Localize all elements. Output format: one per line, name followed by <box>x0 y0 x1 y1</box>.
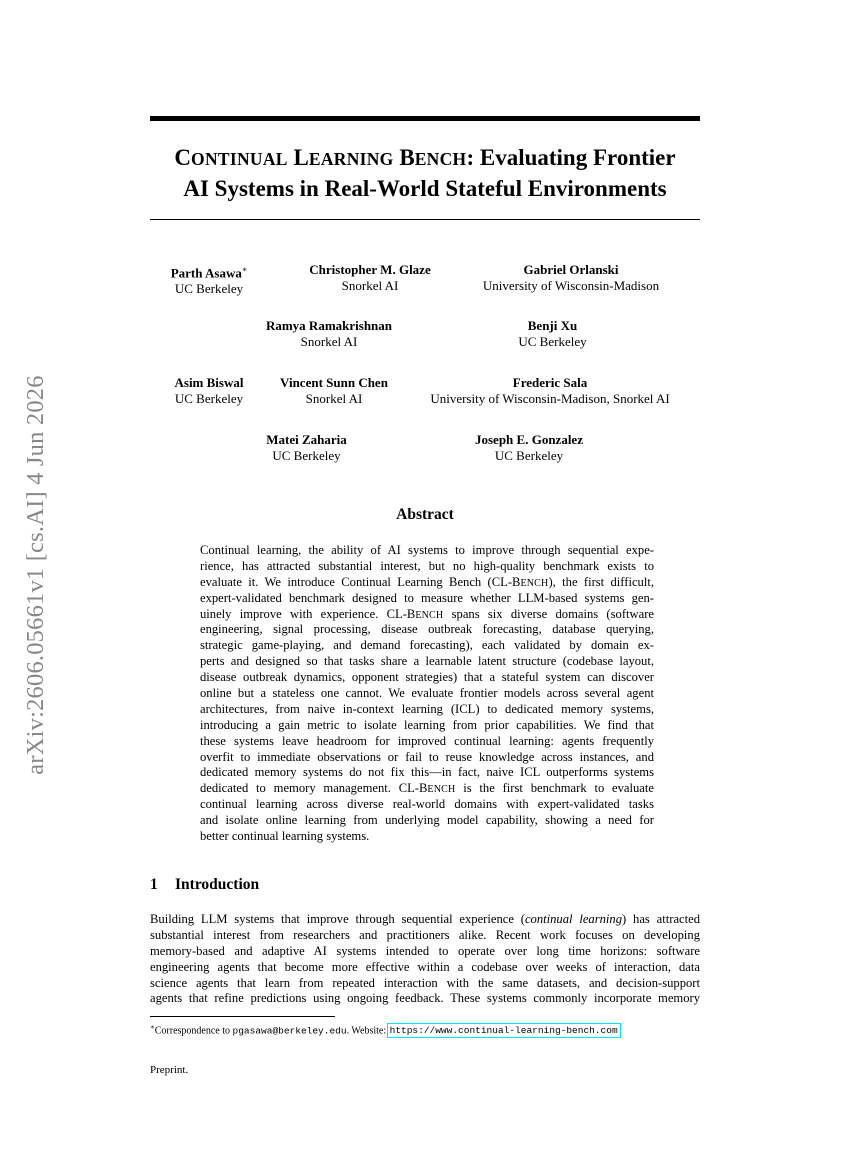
author-block <box>418 375 682 407</box>
abstract-line: uinely improve with experience. CL-BENCH spans six diverse domains (software <box>200 606 654 621</box>
preprint-label: Preprint. <box>150 1064 189 1076</box>
title-line-1 <box>150 143 700 174</box>
abstract-line: disease outbreak dynamics, opponent strategies) that a stateful system can discover <box>200 670 654 685</box>
author-name: Vincent Sunn Chen <box>280 375 388 390</box>
author-name: Benji Xu <box>527 318 578 333</box>
title-word-3-rest: ENCH <box>414 149 467 169</box>
footnote <box>150 1020 700 1038</box>
abstract-line: dedicated to memory management. CL-BENCH is the first benchmark to evaluate <box>200 781 654 796</box>
author-name: Frederic Sala <box>512 375 588 390</box>
abstract-line: perts and designed so that tasks share a learnable latent structure (codebase layout, <box>200 654 654 669</box>
website-link[interactable]: https://www.continual-learning-bench.com <box>389 1025 618 1037</box>
footnote-middle: . Website: <box>346 1025 389 1037</box>
introduction-line: substantial interest from researchers and practitioners alike. Recent work focuses on developing <box>150 927 700 942</box>
author-block <box>255 318 403 350</box>
author-name: Asim Biswal <box>174 375 244 390</box>
author-block <box>165 375 253 407</box>
abstract-heading: Abstract <box>396 506 454 523</box>
author-affiliation: UC Berkeley <box>174 281 244 297</box>
arxiv-identifier-stamp: arXiv:2606.05661v1 [cs.AI] 4 Jun 2026 <box>22 375 49 775</box>
abstract-line: rience, has attracted substantial interest, but no high-quality benchmark exists to <box>200 558 654 573</box>
author-affiliation: University of Wisconsin-Madison, Snorkel AI <box>430 391 670 406</box>
abstract-line: overfit to immediate observations or fail to reuse knowledge across instances, and <box>200 749 654 764</box>
title-word-1-initial: C <box>174 145 192 170</box>
author-affiliation: UC Berkeley <box>174 391 244 406</box>
footnote-prefix: Correspondence to <box>154 1025 233 1037</box>
title-word-2-initial: L <box>293 145 309 170</box>
footnote-rule <box>150 1016 335 1017</box>
abstract-line: these systems leave headroom for improved continual learning: agents frequently <box>200 733 654 748</box>
correspondence-email: pgasawa@berkeley.edu <box>232 1025 347 1037</box>
author-name: Matei Zaharia <box>266 432 347 447</box>
abstract-line: Continual learning, the ability of AI systems to improve through sequential expe- <box>200 543 654 557</box>
introduction-line: agents that refine predictions using ongoing feedback. These systems commonly incorporate memory <box>150 991 700 1006</box>
section-heading <box>150 875 700 895</box>
abstract-line: introducing a gain metric to isolate learning from prior capabilities. We find that <box>200 717 654 732</box>
section-number: 1 <box>150 876 158 893</box>
author-affiliation: UC Berkeley <box>518 334 587 349</box>
footnote-mark: ∗ <box>150 1023 155 1031</box>
abstract-line: better continual learning systems. <box>200 829 370 844</box>
abstract-line: strategic game-playing, and demand forecasting), each validated by domain ex- <box>200 638 654 653</box>
introduction-line: engineering agents that become more effective within a codebase over weeks of interaction, data <box>150 959 700 974</box>
abstract-line: engineering, signal processing, disease outbreak forecasting, database querying, <box>200 622 654 637</box>
author-affiliation: UC Berkeley <box>272 448 341 463</box>
author-block <box>270 375 398 407</box>
paper-title <box>150 143 700 203</box>
author-block <box>255 432 358 464</box>
author-block <box>463 432 595 464</box>
introduction-line: memory-based and adaptive AI systems intended to operate over long time horizons: software <box>150 943 700 958</box>
author-affiliation: University of Wisconsin-Madison <box>482 278 660 293</box>
title-line-1-rest: : Evaluating Frontier <box>466 145 676 170</box>
author-block <box>495 318 610 350</box>
author-name: Ramya Ramakrishnan <box>265 318 393 333</box>
author-block <box>300 262 440 294</box>
abstract-text <box>200 543 654 845</box>
abstract-line: expert-validated benchmark designed to measure whether LLM-based systems gen- <box>200 590 654 605</box>
author-name: Parth Asawa∗ <box>170 265 248 281</box>
introduction-line: science agents that learn from repeated interaction with the same datasets, and decision-support <box>150 975 700 990</box>
section-title: Introduction <box>175 876 260 893</box>
introduction-line: Building LLM systems that improve through sequential experience (continual learning) has attracted <box>150 912 701 926</box>
abstract-line: online but a stateless one cannot. We evaluate frontier models across several agent <box>200 686 654 701</box>
abstract-line: evaluate it. We introduce Continual Learning Bench (CL-BENCH), the first difficult, <box>200 574 654 589</box>
title-line-2: AI Systems in Real-World Stateful Environments <box>183 176 667 201</box>
correspondence-mark: ∗ <box>241 265 248 274</box>
author-affiliation: Snorkel AI <box>305 391 363 406</box>
abstract-line: continual learning across diverse real-world domains with expert-validated tasks <box>200 797 654 812</box>
author-name: Joseph E. Gonzalez <box>475 432 583 447</box>
abstract-line: architectures, from naive in-context learning (ICL) to dedicated memory systems, <box>200 701 654 716</box>
author-block <box>165 262 253 297</box>
title-bottom-rule <box>150 219 700 220</box>
title-top-rule <box>150 116 700 121</box>
author-name: Gabriel Orlanski <box>523 262 619 277</box>
abstract-line: dedicated memory systems do not fix this—in fact, naive ICL outperforms systems <box>200 765 654 780</box>
author-affiliation: Snorkel AI <box>341 278 399 293</box>
introduction-text <box>150 912 700 1007</box>
abstract-line: and isolate online learning from underlying model capability, showing a need for <box>200 813 654 828</box>
author-block <box>470 262 672 294</box>
author-name: Christopher M. Glaze <box>309 262 431 277</box>
author-affiliation: Snorkel AI <box>300 334 358 349</box>
title-word-1-rest: ONTINUAL <box>191 149 288 169</box>
title-word-3-initial: B <box>399 145 415 170</box>
title-word-2-rest: EARNING <box>308 149 394 169</box>
author-affiliation: UC Berkeley <box>494 448 564 463</box>
